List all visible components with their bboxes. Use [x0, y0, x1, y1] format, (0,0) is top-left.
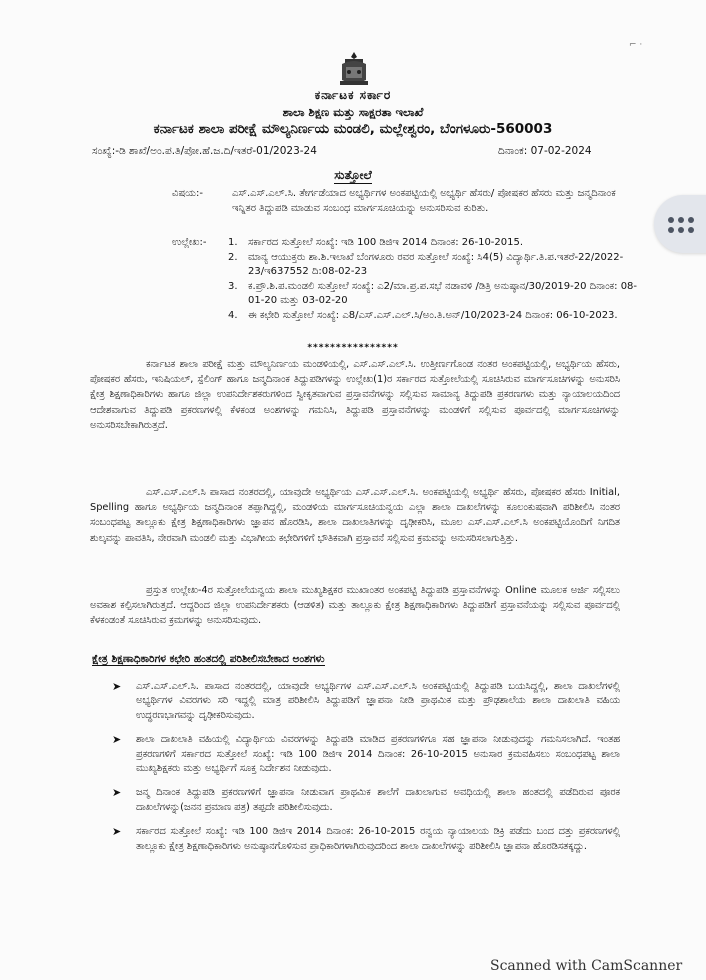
- arrow-bullet-icon: ➤: [112, 786, 122, 800]
- list-item: [112, 680, 620, 723]
- camscanner-watermark: Scanned with CamScanner: [490, 958, 683, 974]
- guidelines-list: [112, 680, 620, 864]
- reference-number-label: 1.: [228, 237, 238, 248]
- list-item-text: ಶಾಲಾ ದಾಖಲಾತಿ ವಹಿಯಲ್ಲಿ ವಿದ್ಯಾರ್ಥಿಯ ವಿವರಗಳನ್ನು ತಿದ್ದುಪಡಿ ಮಾಡಿದ ಪ್ರಕರಣಗಳಿಗೂ ಸಹ ಜ್ಞಾಪನಾ ನೀಡುವುದನ್ನು ಗಮನಿಸಲಾಗಿದೆ. ಇಂತಹ ಪ್ರಕರಣಗಳಿಗೆ ಸರ್ಕಾರದ ಸುತ್ತೋಲೆ ಸಂಖ್ಯೆ: ಇಡಿ 100 ಡಿಜಿಇ 2014 ದಿನಾಂಕ: 26-10-2015 ಅನುಸಾರ ಕ್ರಮವಹಿಸಲು ಸಂಬಂಧಪಟ್ಟ ಶಾಲಾ ಮುಖ್ಯಶಿಕ್ಷಕರು ಮತ್ತು ಅಭ್ಯರ್ಥಿಗೆ ಸೂಕ್ತ ನಿರ್ದೇಶನ ನೀಡುವುದು.: [136, 734, 620, 775]
- document-date: ದಿನಾಂಕ: 07-02-2024: [498, 145, 592, 157]
- body-paragraph: ಎಸ್.ಎಸ್.ಎಲ್.ಸಿ ಪಾಸಾದ ನಂತರದಲ್ಲಿ, ಯಾವುದೇ ಅಭ್ಯರ್ಥಿಯ ಎಸ್.ಎಸ್.ಎಲ್.ಸಿ. ಅಂಕಪಟ್ಟಿಯಲ್ಲಿ ಅಭ್ಯರ್ಥಿ ಹೆಸರು, ಪೋಷಕರ ಹೆಸರು Initial, Spelling ಹಾಗೂ ಅಭ್ಯರ್ಥಿಯ ಜನ್ಮದಿನಾಂಕ ತಪ್ಪಾಗಿದ್ದಲ್ಲಿ, ಮಂಡಳಿಯ ಮಾರ್ಗಸೂಚಿಯನ್ವಯ ಎಲ್ಲಾ ಶಾಲಾ ದಾಖಲೆಗಳನ್ನು ಕೂಲಂಕುಷವಾಗಿ ಪರಿಶೀಲಿಸಿ ನಂತರ ಸಂಬಂಧಪಟ್ಟ ತಾಲ್ಲೂಕು ಕ್ಷೇತ್ರ ಶಿಕ್ಷಣಾಧಿಕಾರಿಗಳು ಜ್ಞಾಪನ ಹೊರಡಿಸಿ, ಶಾಲಾ ದಾಖಲಾತಿಗಳನ್ನು ದೃಢೀಕರಿಸಿ, ಮೂಲ ಎಸ್.ಎಸ್.ಎಲ್.ಸಿ ಅಂಕಪಟ್ಟಿಯೊಂದಿಗೆ ನಿಗದಿತ ಶುಲ್ಕವನ್ನು ಪಾವತಿಸಿ, ನೇರವಾಗಿ ಮಂಡಲಿ ಮತ್ತು ವಿಭಾಗೀಯ ಕಛೇರಿಗಳಿಗೆ ಭೌತಿಕವಾಗಿ ಪ್ರಸ್ತಾವನೆ ಸಲ್ಲಿಸುವ ಕ್ರಮವನ್ನು ಅನುಸರಿಸಲಾಗುತ್ತಿತ್ತು.: [90, 487, 620, 544]
- arrow-bullet-icon: ➤: [112, 680, 122, 693]
- body-paragraph: ಪ್ರಸ್ತುತ ಉಲ್ಲೇಖ-4ರ ಸುತ್ತೋಲೆಯನ್ವಯ ಶಾಲಾ ಮುಖ್ಯಶಿಕ್ಷಕರ ಮುಖಾಂತರ ಅಂಕಪಟ್ಟಿ ತಿದ್ದುಪಡಿ ಪ್ರಸ್ತಾವನೆಗಳನ್ನು Online ಮೂಲಕ ಅರ್ಜಿ ಸಲ್ಲಿಸಲು ಅವಕಾಶ ಕಲ್ಪಿಸಲಾಗಿರುತ್ತದೆ. ಆದ್ದರಿಂದ ಜಿಲ್ಲಾ ಉಪನಿರ್ದೇಶಕರು (ಆಡಳಿತ) ಮತ್ತು ತಾಲ್ಲೂಕು ಕ್ಷೇತ್ರ ಶಿಕ್ಷಣಾಧಿಕಾರಿಗಳು ತಿದ್ದುಪಡಿಗೆ ಪ್ರಸ್ತಾವನೆಯನ್ನು ಸಲ್ಲಿಸುವ ಪೂರ್ವದಲ್ಲಿ ಕೆಳಕಂಡಂತೆ ಸೂಚಿಸಿರುವ ಕ್ರಮಗಳನ್ನು ಅನುಸರಿಸುವುದು.: [90, 585, 620, 627]
- list-item-text: ಎಸ್.ಎಸ್.ಎಲ್.ಸಿ. ಪಾಸಾದ ನಂತರದಲ್ಲಿ, ಯಾವುದೇ ಅಭ್ಯರ್ಥಿಗಳ ಎಸ್.ಎಸ್.ಎಲ್.ಸಿ ಅಂಕಪಟ್ಟಿಯಲ್ಲಿ ತಿದ್ದುಪಡಿ ಬಯಸಿದ್ದಲ್ಲಿ, ಶಾಲಾ ದಾಖಲೆಗಳಲ್ಲಿ ಅಭ್ಯರ್ಥಿಗಳ ವಿವರಗಳು ಸರಿ ಇದ್ದಲ್ಲಿ ಮಾತ್ರ ಪರಿಶೀಲಿಸಿ ತಿದ್ದುಪಡಿಗೆ ಜ್ಞಾಪನಾ ನೀಡಿ ಪ್ರಾಥಮಿಕ ಮತ್ತು ಪ್ರೌಢಶಾಲೆಯ ಶಾಲಾ ದಾಖಲಾತಿ ವಹಿಯ ಉದ್ಧರಣಭಾಗವನ್ನು ದೃಢೀಕರಿಸುವುದು.: [136, 681, 620, 721]
- list-item: [112, 733, 620, 776]
- separator-stars: ****************: [307, 343, 399, 353]
- references-label: ಉಲ್ಲೇಖ:-: [172, 237, 207, 248]
- circular-title: [0, 168, 706, 183]
- reference-item: [228, 236, 638, 251]
- reference-item: [228, 280, 638, 309]
- more-options-button[interactable]: [654, 195, 706, 253]
- reference-text: ಮಾನ್ಯ ಆಯುಕ್ತರು ಶಾ.ಶಿ.ಇಲಾಖೆ ಬೆಂಗಳೂರು ರವರ ಸುತ್ತೋಲೆ ಸಂಖ್ಯೆ: ಸಿ4(5) ವಿದ್ಯಾರ್ಥಿ.ತಿ.ಪ.ಇತರೆ-22/2022-23/ಇ637552 ದಿ:08-02-23: [248, 251, 624, 277]
- section-heading-text: ಕ್ಷೇತ್ರ ಶಿಕ್ಷಣಾಧಿಕಾರಿಗಳ ಕಛೇರಿ ಹಂತದಲ್ಲಿ ಪರಿಶೀಲಿಸಬೇಕಾದ ಅಂಶಗಳು: [92, 653, 325, 665]
- references-list: [228, 236, 638, 323]
- reference-number: ಸಂಖ್ಯೆ:-ಡಿ ಶಾಖೆ/ಅಂ.ಪ.ತಿ/ಪೋ.ಹೆ.ಜ.ದಿ/ಇತರೆ-01/2023-24: [92, 145, 317, 157]
- subject-text: ಎಸ್.ಎಸ್.ಎಲ್.ಸಿ. ತೇರ್ಗಡೆಯಾದ ಅಭ್ಯರ್ಥಿಗಳ ಅಂಕಪಟ್ಟಿಯಲ್ಲಿ ಅಭ್ಯರ್ಥಿ ಹೆಸರು/ ಪೋಷಕರ ಹೆಸರು ಮತ್ತು ಜನ್ಮದಿನಾಂಕ ಇನ್ನಿತರ ತಿದ್ದುಪಡಿ ಮಾಡುವ ಸಂಬಂಧ ಮಾರ್ಗಸೂಚಿಯನ್ನು ಅನುಸರಿಸುವ ಕುರಿತು.: [232, 188, 616, 214]
- list-item: [112, 786, 620, 815]
- circular-title-text: ಸುತ್ತೋಲೆ: [334, 168, 372, 182]
- corner-mark: ⌐ ·: [629, 40, 643, 50]
- subject-label: ವಿಷಯ:-: [172, 188, 203, 199]
- arrow-bullet-icon: ➤: [112, 733, 122, 747]
- department-name: ಶಾಲಾ ಶಿಕ್ಷಣ ಮತ್ತು ಸಾಕ್ಷರತಾ ಇಲಾಖೆ: [282, 105, 424, 119]
- reference-number-label: 4.: [228, 309, 238, 321]
- government-name: ಕರ್ನಾಟಕ ಸರ್ಕಾರ: [314, 88, 392, 102]
- reference-number-label: 3.: [228, 280, 238, 292]
- dots-grid-icon: [668, 217, 696, 233]
- list-item-text: ಜನ್ಮ ದಿನಾಂಕ ತಿದ್ದುಪಡಿ ಪ್ರಕರಣಗಳಿಗೆ ಜ್ಞಾಪನಾ ನೀಡುವಾಗ ಪ್ರಾಥಮಿಕ ಶಾಲೆಗೆ ದಾಖಲಾಗುವ ಅವಧಿಯಲ್ಲಿ ಶಾಲಾ ಹಂತದಲ್ಲಿ ಪಡೆದಿರುವ ಪೂರಕ ದಾಖಲೆಗಳನ್ನು(ಜನನ ಪ್ರಮಾಣ ಪತ್ರ) ತಪ್ಪದೇ ಪರಿಶೀಲಿಸುವುದು.: [136, 787, 620, 813]
- board-name: ಕರ್ನಾಟಕ ಶಾಲಾ ಪರೀಕ್ಷೆ ಮೌಲ್ಯನಿರ್ಣಯ ಮಂಡಲಿ, ಮಲ್ಲೇಶ್ವರಂ, ಬೆಂಗಳೂರು-560003: [153, 121, 553, 137]
- reference-text: ಈ ಕಛೇರಿ ಸುತ್ತೋಲೆ ಸಂಖ್ಯೆ: ಎ8/ಎಸ್.ಎಸ್.ಎಲ್.ಸಿ/ಅಂ.ತಿ.ಅನ್/10/2023-24 ದಿನಾಂಕ: 06-10-2023.: [248, 309, 618, 321]
- arrow-bullet-icon: ➤: [112, 825, 122, 839]
- reference-number-label: 2.: [228, 251, 238, 263]
- section-heading: [92, 653, 325, 666]
- body-paragraph: ಕರ್ನಾಟಕ ಶಾಲಾ ಪರೀಕ್ಷೆ ಮತ್ತು ಮೌಲ್ಯನಿರ್ಣಯ ಮಂಡಳಿಯಲ್ಲಿ, ಎಸ್.ಎಸ್.ಎಲ್.ಸಿ. ಉತ್ತೀರ್ಣಗೊಂಡ ನಂತರ ಅಂಕಪಟ್ಟಿಯಲ್ಲಿ, ಅಭ್ಯರ್ಥಿಯ ಹೆಸರು, ಪೋಷಕರ ಹೆಸರು, ಇನಿಷಿಯಲ್, ಸ್ಪೆಲಿಂಗ್ ಹಾಗೂ ಜನ್ಮದಿನಾಂಕ ತಿದ್ದುಪಡಿಗಳನ್ನು ಉಲ್ಲೇಖ(1)ರ ಸರ್ಕಾರದ ಸುತ್ತೋಲೆಯಲ್ಲಿ ಸೂಚಿಸಿರುವ ಮಾರ್ಗಸೂಚಿಗಳನ್ನು ಅನುಸರಿಸಿ ಕ್ಷೇತ್ರ ಶಿಕ್ಷಣಾಧಿಕಾರಿಗಳು ಹಾಗೂ ಜಿಲ್ಲಾ ಉಪನಿರ್ದೇಶಕರುಗಳಿಂದ ಸ್ವೀಕೃತವಾಗುವ ಪ್ರಸ್ತಾವನೆಗಳನ್ನು ಸಲ್ಲಿಸುವ ಸಾಮಾನ್ಯ ತಿದ್ದುಪಡಿ ಪ್ರಕರಣಗಳು ಮತ್ತು ನ್ಯಾಯಾಲಯದಿಂದ ಆದೇಶವಾಗುವ ತಿದ್ದುಪಡಿ ಪ್ರಕರಣಗಳಲ್ಲಿ ಕೆಳಕಂಡ ಅಂಶಗಳನ್ನು ಗಮನಿಸಿ, ತಿದ್ದುಪಡಿ ಪ್ರಸ್ತಾವನೆಗಳನ್ನು ಮಂಡಳಿಗೆ ಸಲ್ಲಿಸುವ ಪೂರ್ವದಲ್ಲಿ ಮಾರ್ಗಸೂಚಿಗಳನ್ನು ಅನುಸರಿಸಬೇಕಾಗಿರುತ್ತದೆ.: [90, 359, 620, 431]
- list-item-text: ಸರ್ಕಾರದ ಸುತ್ತೋಲೆ ಸಂಖ್ಯೆ: ಇಡಿ 100 ಡಿಜಿಇ 2014 ದಿನಾಂಕ: 26-10-2015 ರನ್ವಯ ನ್ಯಾಯಾಲಯ ಡಿಕ್ರಿ ಪಡೆದು ಬಂದ ದತ್ತು ಪ್ರಕರಣಗಳಲ್ಲಿ ತಾಲ್ಲೂಕು ಕ್ಷೇತ್ರ ಶಿಕ್ಷಣಾಧಿಕಾರಿಗಳು ಅನುಷ್ಠಾನಗೊಳಿಸುವ ಪ್ರಾಧಿಕಾರಿಗಳಾಗಿರುವುದರಿಂದ ಶಾಲಾ ದಾಖಲೆಗಳನ್ನು ಪರಿಶೀಲಿಸಿ ಜ್ಞಾಪನಾ ಹೊರಡಿಸತಕ್ಕದ್ದು.: [136, 826, 620, 852]
- karnataka-emblem-icon: [334, 50, 374, 88]
- reference-text: ಕ.ಪ್ರೌ.ಶಿ.ಪ.ಮಂಡಲಿ ಸುತ್ತೋಲೆ ಸಂಖ್ಯೆ: ಎ2/ಮಾ.ಪ್ರ.ಪ.ಸಭೆ ನಡಾವಳಿ /ಡಿತ್ರಿ ಅನುಷ್ಠಾನ/30/2019-20 ದಿನಾಂಕ: 08-01-20 ಮತ್ತು 03-02-20: [248, 280, 638, 306]
- reference-item: [228, 251, 638, 280]
- reference-text: ಸರ್ಕಾರದ ಸುತ್ತೋಲೆ ಸಂಖ್ಯೆ: ಇಡಿ 100 ಡಿಜಿಇ 2014 ದಿನಾಂಕ: 26-10-2015.: [248, 237, 524, 248]
- reference-item: [228, 309, 638, 324]
- list-item: [112, 825, 620, 854]
